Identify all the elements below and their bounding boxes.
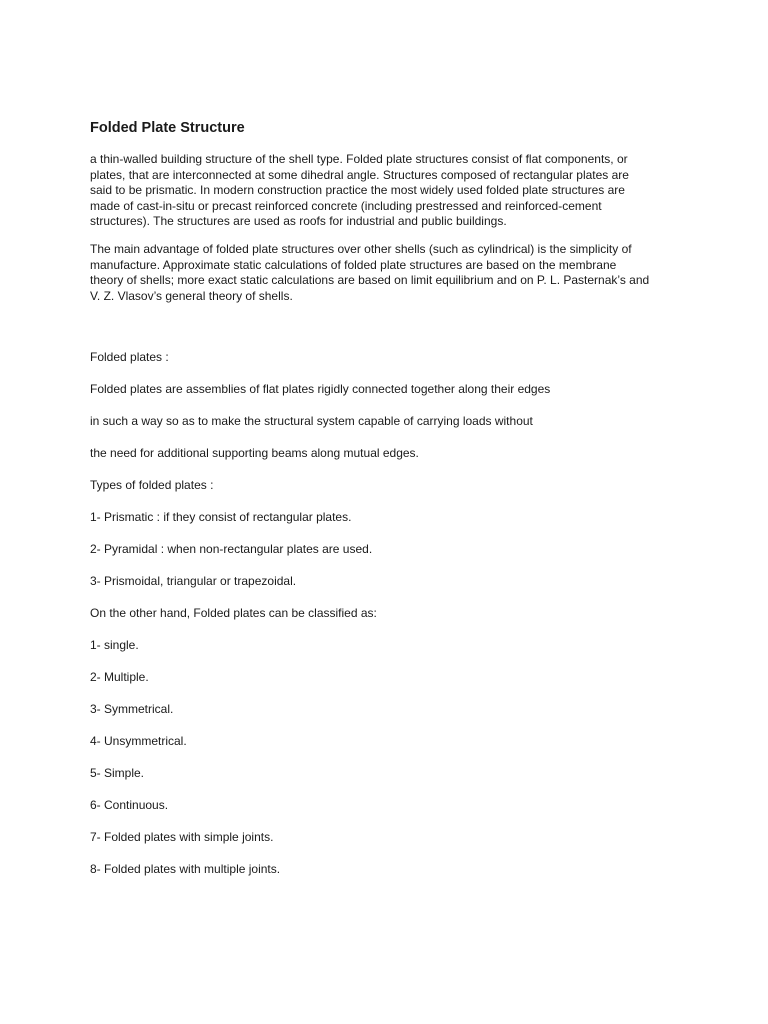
- paragraph-line: V. Z. Vlasov’s general theory of shells.: [90, 288, 293, 303]
- document-title: Folded Plate Structure: [90, 120, 245, 136]
- list-item: 3- Prismoidal, triangular or trapezoidal.: [90, 574, 297, 588]
- paragraph-line: plates, that are interconnected at some dihedral angle. Structures composed of rectangular plates are: [90, 167, 629, 182]
- list-item: 7- Folded plates with simple joints.: [90, 830, 274, 844]
- paragraph-line: a thin-walled building structure of the shell type. Folded plate structures consist of flat components, or: [90, 152, 628, 166]
- list-item: 1- Prismatic : if they consist of rectangular plates.: [90, 510, 352, 524]
- list-item: 2- Pyramidal : when non-rectangular plates are used.: [90, 542, 373, 556]
- text-line: the need for additional supporting beams along mutual edges.: [90, 446, 419, 460]
- text-line: in such a way so as to make the structural system capable of carrying loads without: [90, 414, 533, 428]
- classification-heading: On the other hand, Folded plates can be classified as:: [90, 606, 377, 620]
- advantage-paragraph: [90, 242, 690, 304]
- paragraph-line: structures). The structures are used as roofs for industrial and public buildings.: [90, 214, 507, 228]
- list-item: 6- Continuous.: [90, 798, 169, 812]
- intro-paragraph: [90, 152, 690, 230]
- list-item: 1- single.: [90, 638, 139, 652]
- paragraph-line: said to be prismatic. In modern construction practice the most widely used folded plate structures are: [90, 183, 625, 197]
- paragraph-line: manufacture. Approximate static calculations of folded plate structures are based on the membrane: [90, 257, 617, 272]
- list-item: 4- Unsymmetrical.: [90, 734, 187, 748]
- list-item: 2- Multiple.: [90, 670, 149, 684]
- paragraph-line: made of cast-in-situ or precast reinforced concrete (including prestressed and reinforced-cement: [90, 198, 602, 213]
- list-item: 8- Folded plates with multiple joints.: [90, 862, 281, 876]
- types-heading: Types of folded plates :: [90, 478, 214, 492]
- folded-plates-heading: Folded plates :: [90, 350, 169, 364]
- paragraph-line: theory of shells; more exact static calculations are based on limit equilibrium and on P. L. Pasternak’s and: [90, 273, 650, 287]
- text-line: Folded plates are assemblies of flat plates rigidly connected together along their edges: [90, 382, 551, 396]
- list-item: 3- Symmetrical.: [90, 702, 174, 716]
- list-item: 5- Simple.: [90, 766, 145, 780]
- paragraph-line: The main advantage of folded plate structures over other shells (such as cylindrical) is the simplicity of: [90, 242, 632, 256]
